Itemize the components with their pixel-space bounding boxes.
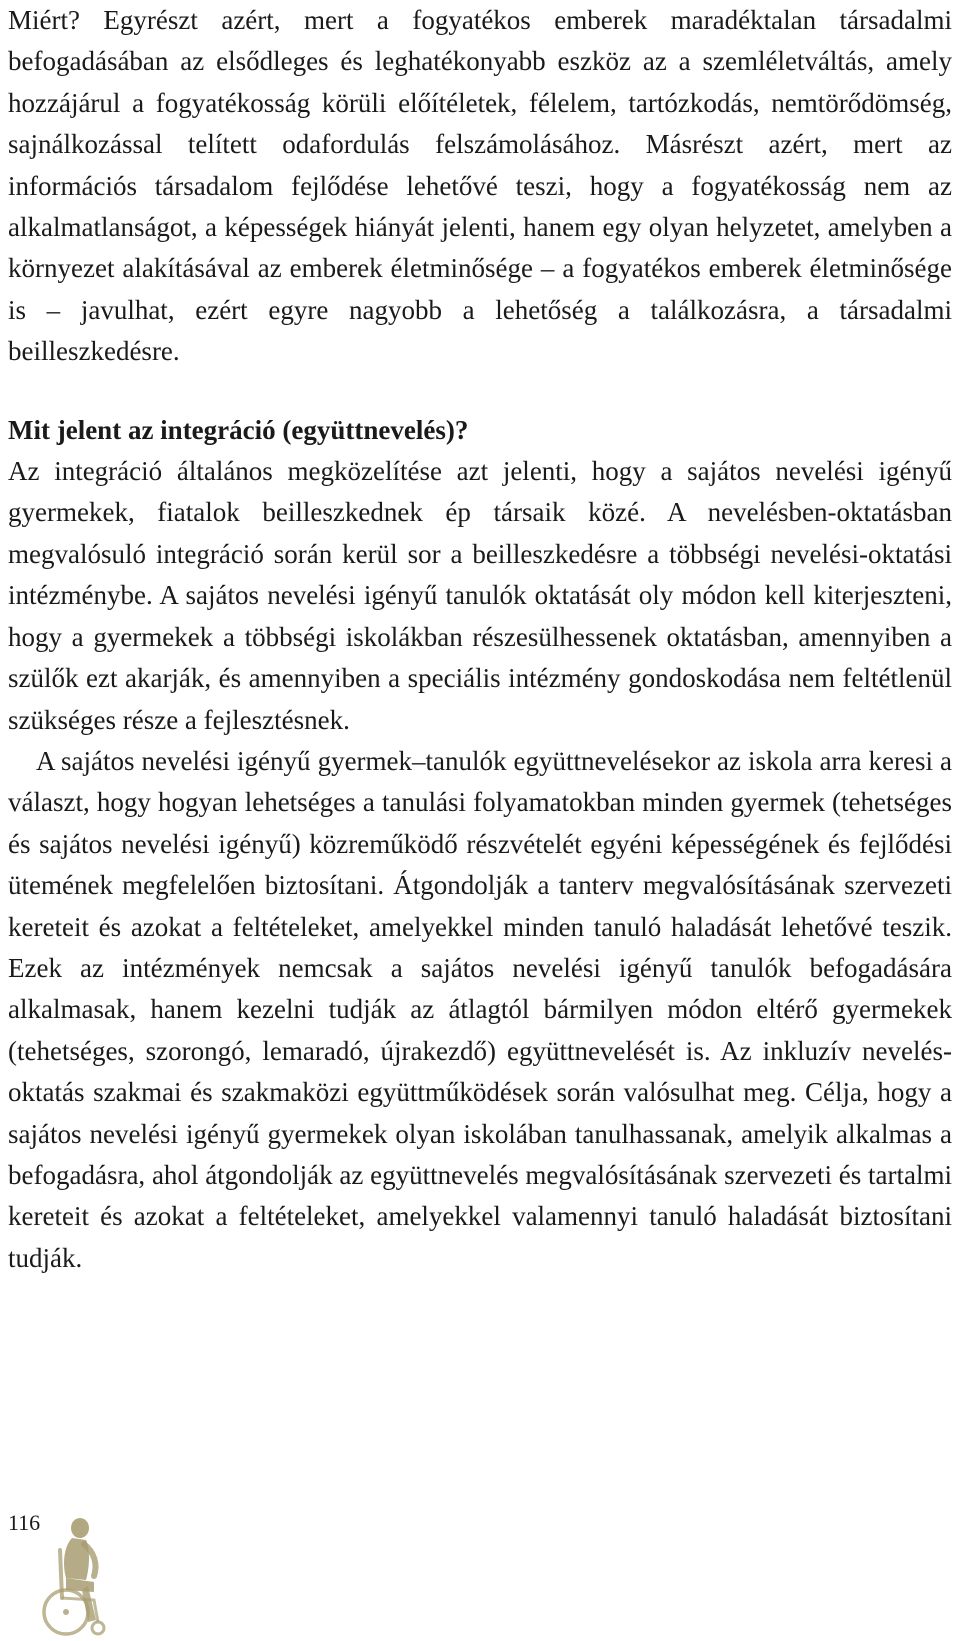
page-footer — [8, 1510, 148, 1641]
intro-paragraph: Miért? Egyrészt azért, mert a fogyatékos emberek maradéktalan társadalmi befogadásában az elsődleges és leghatékonyabb eszköz az a szemléletváltás, amely hozzájárul a fogyatékosság körüli előítéletek, félelem, tartózkodás, nemtörődömség, sajnálkozással telített odafordulás felszámolásához. Másrészt azért, mert az információs társadalom fejlődése lehetővé teszi, hogy a fogyatékosság nem az alkalmatlanságot, a képességek hiányát jelenti, hanem egy olyan helyzetet, amelyben a környezet alakításával az emberek életminősége – a fogyatékos emberek életminősége is – javulhat, ezért egyre nagyobb a lehetőség a találkozásra, a társadalmi beilleszkedésre. — [8, 5, 952, 367]
wheelchair-user-icon — [36, 1516, 116, 1641]
page-number: 116 — [8, 1510, 41, 1535]
inclusion-paragraph: A sajátos nevelési igényű gyermek–tanulók együttnevelésekor az iskola arra keresi a választ, hogy hogyan lehetséges a tanulási folyamatokban minden gyermek (tehetséges és sajátos nevelési igényű) közreműködő részvételét egyéni képességének és fejlődési ütemének megfelelően biztosítani. Átgondolják a tanterv megvalósításának szervezeti kereteit és azokat a feltételeket, amelyekkel minden tanuló haladását lehetővé teszik. Ezek az intézmények nemcsak a sajátos nevelési igényű tanulók befogadására alkalmasak, hanem kezelni tudják az átlagtól bármilyen módon eltérő gyermekek (tehetséges, szorongó, lemaradó, újrakezdő) együttnevelését is. Az inkluzív nevelés-oktatás szakmai és szakmaközi együttműködések során valósulhat meg. Célja, hogy a sajátos nevelési igényű gyermekek olyan iskolában tanulhassanak, amelyik alkalmas a befogadásra, ahol átgondolják az együttnevelés megvalósításának szervezeti és tartalmi kereteit és azokat a feltételeket, amelyekkel valamennyi tanuló haladását biztosítani tudják. — [8, 745, 952, 1273]
document-page — [8, 0, 952, 1279]
section-heading: Mit jelent az integráció (együttnevelés)? — [8, 414, 469, 445]
integration-paragraph: Az integráció általános megközelítése azt jelenti, hogy a sajátos nevelési igényű gyermekek, fiatalok beilleszkednek ép társaik közé. A nevelésben-oktatásban megvalósuló integráció során kerül sor a beilleszkedésre a többségi nevelési-oktatási intézménybe. A sajátos nevelési igényű tanulók oktatását oly módon kell kiterjeszteni, hogy a gyermekek a többségi iskolákban részesülhessenek oktatásban, amennyiben a szülők ezt akarják, és amennyiben a speciális intézmény gondoskodása nem feltétlenül szükséges része a fejlesztésnek. — [8, 456, 952, 735]
